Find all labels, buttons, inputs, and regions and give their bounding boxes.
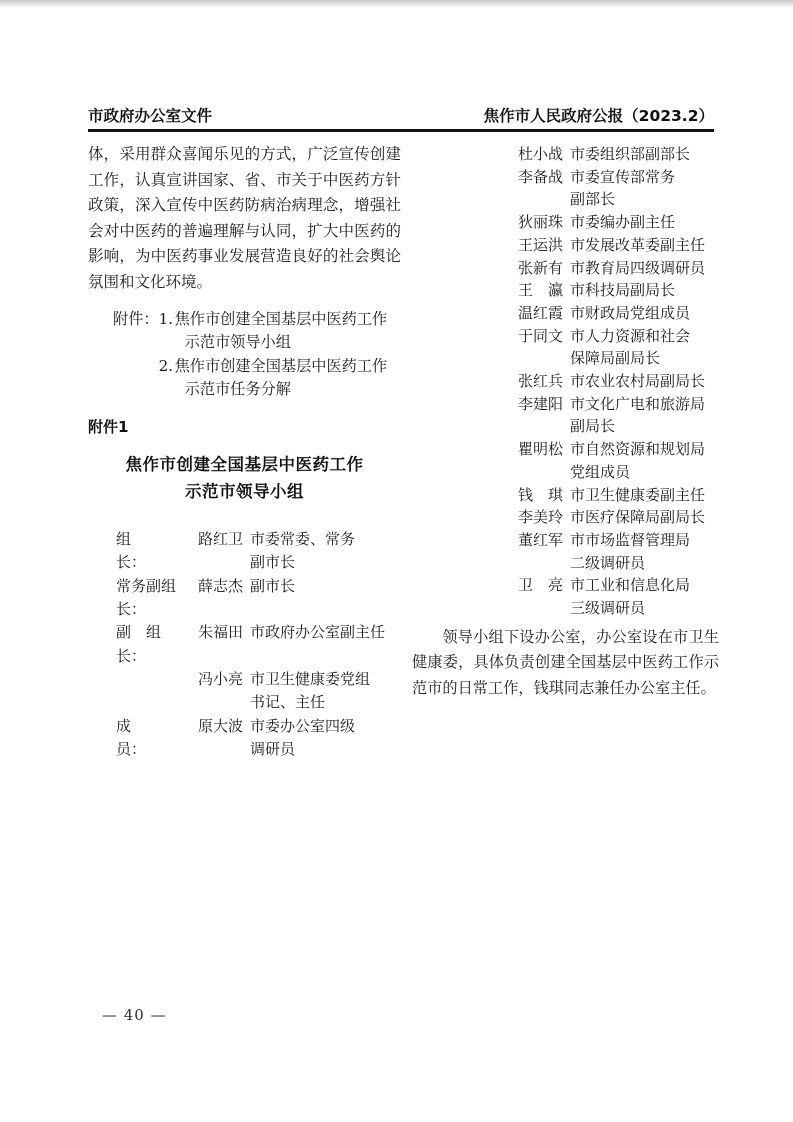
attachment-item [159, 308, 388, 355]
member-row [518, 438, 719, 483]
member-row [518, 529, 719, 574]
roster-row [116, 668, 401, 715]
roster-role-label: 成 员： [116, 716, 177, 758]
member-duty [570, 279, 675, 302]
attachment-item [159, 355, 388, 402]
member-duty-line: 市委常委、常务 [250, 530, 356, 549]
member-duty [570, 574, 690, 619]
member-duty-line: 三级调研员 [570, 599, 646, 618]
member-name: 李备战 [518, 167, 564, 186]
member-duty [570, 370, 705, 393]
member-duty-line: 二级调研员 [570, 553, 646, 572]
annex-title-line-2: 示范市领导小组 [185, 482, 304, 502]
member-duty [570, 166, 675, 211]
member-duty-line: 市委办公室四级 [250, 716, 356, 735]
member-duty-line: 市农业农村局副局长 [570, 372, 706, 391]
attachment-line: 焦作市创建全国基层中医药工作 [174, 310, 388, 328]
member-row [518, 484, 719, 507]
member-name: 王 瀛 [518, 281, 564, 300]
member-duty-line: 市教育局四级调研员 [570, 258, 706, 277]
member-duty [570, 393, 705, 438]
member-duty-line: 市委编办副主任 [570, 213, 676, 232]
member-duty [250, 575, 295, 622]
member-row [518, 257, 719, 280]
member-name: 卫 亮 [518, 576, 564, 595]
member-duty [250, 528, 355, 575]
member-name: 李建阳 [518, 394, 564, 413]
member-duty-line: 市委宣传部常务 [570, 167, 676, 186]
member-duty [570, 143, 690, 166]
member-duty-line: 调研员 [250, 739, 296, 758]
member-duty-line: 市发展改革委副主任 [570, 235, 706, 254]
member-duty-line: 书记、主任 [250, 693, 326, 712]
member-name: 董红军 [518, 530, 564, 549]
annex-title-line-1: 焦作市创建全国基层中医药工作 [125, 455, 364, 475]
member-row [518, 211, 719, 234]
member-name: 张新有 [518, 258, 564, 277]
page-header [88, 104, 714, 126]
attachment-label: 附件： [113, 310, 159, 328]
annex-1-label: 附件1 [88, 418, 129, 437]
member-duty-line: 副市长 [250, 576, 296, 595]
closing-paragraph: 领导小组下设办公室，办公室设在市卫生健康委，具体负责创建全国基层中医药工作示范市的日常工作，钱琪同志兼任办公室主任。 [412, 627, 719, 697]
member-row [518, 506, 719, 529]
member-row [518, 234, 719, 257]
attachment-items [159, 308, 388, 401]
annex-title [88, 451, 401, 505]
member-duty [570, 438, 705, 483]
member-duty-line: 保障局副局长 [570, 349, 661, 368]
member-duty-line: 市政府办公室副主任 [250, 623, 386, 642]
attachment-line: 示范市领导小组 [184, 333, 291, 352]
member-name: 狄丽珠 [518, 213, 564, 232]
member-duty-line: 市工业和信息化局 [570, 576, 691, 595]
member-name: 薛志杰 [198, 576, 244, 595]
attachment-item-lines [175, 308, 388, 355]
attachment-list [88, 308, 401, 401]
scan-top-edge [0, 0, 793, 8]
member-duty-line: 市人力资源和社会 [570, 326, 691, 345]
member-duty [570, 484, 705, 507]
attachment-item-lines [175, 355, 388, 402]
member-row [518, 574, 719, 619]
member-duty [570, 506, 705, 529]
member-name: 冯小亮 [198, 669, 244, 688]
member-row [518, 370, 719, 393]
roster-row [116, 621, 401, 668]
member-name: 杜小战 [518, 145, 564, 163]
roster-role-label [116, 668, 198, 715]
member-duty [570, 325, 690, 370]
member-row [518, 393, 719, 438]
attachment-number: 2. [158, 356, 174, 375]
member-row [518, 143, 719, 166]
member-duty-line: 副部长 [570, 190, 616, 209]
member-duty-line: 市委组织部副部长 [570, 145, 691, 163]
header-right-title: 焦作市人民政府公报（2023.2） [483, 107, 714, 125]
member-duty-line: 党组成员 [570, 462, 631, 481]
member-duty-line: 市财政局党组成员 [570, 303, 691, 322]
roster-row [116, 575, 401, 622]
member-row [518, 279, 719, 302]
right-column [412, 143, 719, 701]
page-number: — 40 — [102, 1006, 167, 1024]
member-duty-line: 市医疗保障局副局长 [570, 508, 706, 527]
roster-row [116, 528, 401, 575]
member-name: 李美玲 [518, 508, 564, 527]
header-rule [88, 129, 714, 132]
member-name: 王运洪 [518, 235, 564, 254]
member-duty [250, 715, 355, 762]
member-name: 温红霞 [518, 303, 564, 322]
attachment-line: 示范市任务分解 [184, 379, 291, 398]
member-name: 于同文 [518, 326, 564, 345]
member-row [518, 166, 719, 211]
member-name: 路红卫 [198, 530, 244, 549]
roster-row [116, 715, 401, 762]
member-duty-line: 市科技局副局长 [570, 281, 676, 300]
left-column [88, 142, 401, 761]
member-duty-line: 市卫生健康委副主任 [570, 485, 706, 504]
attachment-line: 焦作市创建全国基层中医药工作 [174, 356, 388, 375]
member-duty [570, 302, 690, 325]
roster-role-label: 副 组 长： [116, 623, 177, 665]
member-duty-line: 市自然资源和规划局 [570, 440, 706, 459]
members-roster [412, 143, 719, 620]
roster-role-label: 组 长： [116, 530, 177, 572]
member-duty-line: 副市长 [250, 553, 296, 572]
member-name: 瞿明松 [518, 440, 564, 459]
member-duty-line: 市市场监督管理局 [570, 530, 691, 549]
attachment-number: 1. [158, 310, 174, 328]
member-duty-line: 副局长 [570, 417, 616, 436]
roster-role-label: 常务副组长： [116, 576, 177, 619]
member-duty [250, 668, 370, 715]
member-name: 朱福田 [198, 623, 244, 642]
member-name: 钱 琪 [518, 485, 564, 504]
member-duty-line: 市文化广电和旅游局 [570, 394, 706, 413]
member-duty [570, 529, 690, 574]
member-duty [570, 234, 705, 257]
member-row [518, 302, 719, 325]
leadership-roster [88, 528, 401, 761]
member-duty [570, 211, 675, 234]
continuation-paragraph: 体，采用群众喜闻乐见的方式，广泛宣传创建工作，认真宣讲国家、省、市关于中医药方针政策，深入宣传中医药防病治病理念，增强社会对中医药的普遍理解与认同，扩大中医药的影响，为中医药事业发展营造良好的社会舆论氛围和文化环境。 [88, 145, 401, 291]
member-name: 原大波 [198, 716, 244, 735]
member-duty [570, 257, 705, 280]
member-duty [250, 621, 385, 668]
header-left-title: 市政府办公室文件 [88, 107, 213, 125]
member-row [518, 325, 719, 370]
member-name: 张红兵 [518, 372, 564, 391]
member-duty-line: 市卫生健康委党组 [250, 669, 371, 688]
